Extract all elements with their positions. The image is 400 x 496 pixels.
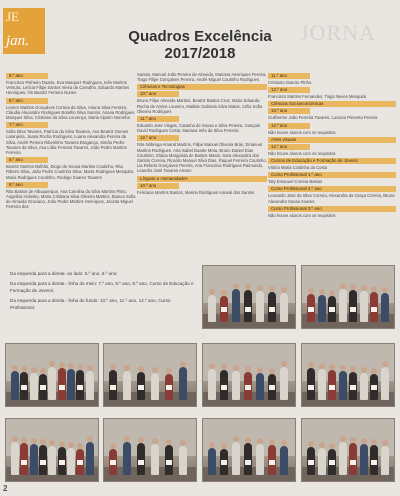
photo-person [48, 446, 56, 475]
student-names: Rita Bastos de Albuquerque, Ana Carolina da Silva Martins Pinto, Angelina Holovko, Maria Cristiana Silva Oliveira Martins, Bianca Sofia de Almeida Graciano, João Pedro Martins Henriques, Jacinta Miguel Ferreira dos [6, 188, 136, 210]
student-names: Beatriz Martins Bolhão, Diogo de Sousa Martins Coutinho, Rita Ribeiro Silva, João Pedro Coutinho Silva, Marta Rodrigues Mesquita, Maria Rodrigues Coutinho, Rodrigo Soares Tavares [6, 164, 135, 180]
caption-3: Da esquerda para a direita - linha do fundo: 10.º ano, 11.º ano, 12.º ano, Curso Profissional. [10, 298, 171, 310]
certificate [221, 385, 227, 390]
caption-2: Da esquerda para a direita - linha do meio: 7.º ano, 8.º ano, 9.º ano, Curso de Educação e Formação de Jovens; [10, 281, 194, 293]
section-tag-label: JE [6, 9, 19, 24]
title-line-1: Quadros Excelência [128, 28, 272, 45]
group-photo [202, 265, 296, 329]
certificate [245, 385, 251, 390]
student-names: Guilherme João Ferreira Tavares, Luciano Pimenta Pereira [268, 115, 378, 121]
student-names: Taty Emanuel Correia Bastos [268, 179, 323, 185]
certificate [221, 460, 227, 465]
section-heading: Cursos de Educação e Formação de Jovens [268, 158, 396, 164]
photo-person [256, 291, 264, 322]
photo-person [244, 443, 252, 475]
page-title [95, 28, 305, 62]
photo-person [318, 295, 326, 322]
month-label: jan. [6, 33, 29, 49]
photo-person [208, 448, 216, 475]
photo-person [360, 291, 368, 322]
certificate [269, 385, 275, 390]
section-heading: 11.º ano [137, 116, 179, 122]
photo-person [179, 367, 187, 400]
photo-captions [10, 270, 195, 314]
certificate [245, 307, 251, 312]
certificate [245, 460, 251, 465]
section-heading: Ciências Socioeconómicas [268, 101, 396, 107]
photo-person [232, 442, 240, 475]
certificate [269, 307, 275, 312]
student-names: Leonardo José da Silva Correia, Alexandra da Graça Correia, Bruna Alexandra Sousa Soares [268, 193, 395, 204]
photo-person [151, 444, 159, 475]
section-heading: 12.º ano [268, 144, 310, 150]
photo-person [381, 446, 389, 475]
certificate [21, 460, 27, 465]
certificate [329, 385, 335, 390]
masthead-watermark: JORNA [300, 20, 376, 45]
photo-person [339, 289, 347, 322]
section-tag [3, 8, 45, 54]
photo-person [349, 443, 357, 475]
photo-person [360, 444, 368, 475]
photo-person [381, 293, 389, 322]
photo-person [137, 443, 145, 475]
photo-person [280, 367, 288, 400]
caption-1: Da esquerda para a direita- ao lado: 5.º ano, 6.º ano; [10, 271, 118, 276]
student-names: Santos, Manuel João Pereira de Almeida, Mariana Henriques Pereira, Tiago Filipe Gonçalves Pereira, André Miguel Coutinho Rodrigues [137, 72, 267, 83]
certificate [110, 385, 116, 390]
section-heading: 7.º ano [6, 122, 48, 128]
honor-roll-column-2 [137, 72, 267, 197]
photo-person [280, 293, 288, 322]
section-heading: Ciências e Tecnologias [137, 84, 267, 90]
certificate [138, 385, 144, 390]
group-photo [301, 265, 395, 329]
honor-roll-column-1 [6, 72, 136, 212]
certificate [371, 460, 377, 465]
photo-person [48, 367, 56, 400]
photo-person [30, 373, 38, 400]
page-number: 2 [3, 484, 8, 493]
photo-person [232, 289, 240, 322]
section-heading: Curso Profissional 1.º ano [268, 172, 396, 178]
photo-person [58, 368, 66, 400]
group-photo [103, 418, 197, 482]
photo-person [20, 443, 28, 475]
section-heading: 11.º ano [268, 73, 310, 79]
section-heading: 6.º ano [6, 98, 48, 104]
certificate [166, 385, 172, 390]
photo-person [318, 369, 326, 400]
certificate [138, 460, 144, 465]
photo-person [123, 371, 131, 400]
group-photo [202, 343, 296, 407]
photo-person [30, 444, 38, 475]
certificate [166, 460, 172, 465]
certificate [59, 460, 65, 465]
certificate [308, 385, 314, 390]
photo-person [339, 442, 347, 475]
student-names: Não houve alunos com os requisitos [268, 129, 336, 135]
student-names: Vitória Maria Costinha da Costa [268, 165, 328, 171]
section-heading: Curso Profissional 2.º ano [268, 186, 396, 192]
student-names: Eduardo José Viegas, Catarina de Sousa e Silva Pereira, Gonçalo David Rodrigues Costa, Mariana Inês da Silva Ferreira [137, 123, 261, 134]
certificate [371, 385, 377, 390]
photo-person [151, 373, 159, 400]
section-heading: 12.º ano [137, 135, 179, 141]
student-names: Francisco Pinheiro Duarte, Eva Marquez Rodrigues, Inês Martins Ventura, Letícia Filipe Santos Vieira de Carvalho, Eduardo Martins Henriques, Íris Beatriz Ferreira Nunes [6, 80, 130, 96]
group-photo [301, 343, 395, 407]
group-photo [202, 418, 296, 482]
section-heading: 10.º ano [268, 108, 310, 114]
section-heading: 8.º ano [6, 157, 48, 163]
photo-person [318, 448, 326, 475]
student-names: Cristiano Outeiro Pinho [268, 80, 312, 85]
certificate [329, 460, 335, 465]
student-names: Não houve alunos com os requisitos [268, 150, 336, 156]
photo-person [256, 444, 264, 475]
certificate [40, 460, 46, 465]
certificate [350, 307, 356, 312]
photo-person [208, 295, 216, 322]
section-heading: Línguas e Humanidades [137, 176, 267, 182]
photo-person [123, 442, 131, 475]
student-names: Sofia Silva Tavares, Patrícia da Silva Tavares, Ana Beatriz Gomes Laranjeira, Joana Rocha Rodrigues, Luana Alexandra Pereira da Silva, André Pereira Ribeirinho Tavares Bragança, Simão Pedro Tavares da Silva, Ana Lídia Ferreira Tavares, João Pedro Martins Ferreira [6, 129, 129, 156]
group-photo [301, 418, 395, 482]
photo-person [244, 290, 252, 322]
certificate [77, 460, 83, 465]
section-heading: Artes visuais [268, 137, 396, 143]
certificate [308, 460, 314, 465]
section-heading: Curso Profissional 3.º ano [268, 206, 396, 212]
group-photo [5, 418, 99, 482]
photo-person [349, 290, 357, 322]
photo-person [256, 373, 264, 400]
photo-person [67, 448, 75, 475]
certificate [269, 460, 275, 465]
certificate [350, 385, 356, 390]
photo-person [280, 446, 288, 475]
title-line-2: 2017/2018 [164, 45, 236, 62]
student-names: Não houve alunos com os requisitos [268, 212, 336, 218]
photo-person [11, 442, 19, 475]
photo-person [11, 371, 19, 400]
certificate [350, 460, 356, 465]
certificate [77, 385, 83, 390]
photo-person [86, 371, 94, 400]
honor-roll-column-3 [268, 72, 396, 220]
section-heading: 12.º ano [268, 123, 310, 129]
student-names: Bruno Filipe Almeida Martins, Beatriz Bastos Cruz, Maria Eduarda Rocha de Arvins Loureiro, Matilde Gabriela Silva Matos, Célia Sofia Oliveira Rodrigues [137, 98, 263, 114]
photo-person [179, 446, 187, 475]
photo-person [307, 368, 315, 400]
student-names: Francisco Martins Fernandes, Tiago Neves Mesquita [268, 94, 366, 100]
certificate [21, 385, 27, 390]
photo-person [208, 369, 216, 400]
section-heading: 10.º ano [137, 91, 179, 97]
certificate [329, 307, 335, 312]
student-names: Rita Nóbrega Amaral Martins, Filipe Manuel Oliveira Brás, Emanuel Martins Rodrigues, Ana Isabel Duarte Mota, Bruno Daniel Dias Coutinho, Eliana Margarida de Bastos Matos, Sara Alexandra dos Santos Correia, Ricardo Manuel Silva Dias, Raquel Ferreira Coutinho, Lia Rebelo Gonçalves Pereira, Ana Francisca Rodrigues Raimundo, Leandro José Tavares Amaro [137, 142, 267, 174]
section-heading: 9.º ano [6, 182, 48, 188]
certificate [110, 460, 116, 465]
photo-person [381, 367, 389, 400]
photo-person [339, 371, 347, 400]
certificate [221, 307, 227, 312]
photo-person [232, 371, 240, 400]
group-photo [103, 343, 197, 407]
section-heading: 5.º ano [6, 73, 48, 79]
certificate [308, 307, 314, 312]
section-heading: 10.º ano [137, 183, 179, 189]
certificate [40, 385, 46, 390]
section-heading: 12.º ano [268, 87, 310, 93]
certificate [59, 385, 65, 390]
photo-person [67, 369, 75, 400]
certificate [371, 307, 377, 312]
student-names: Leonor Martins Gonçalves Correia da Silva, Ariana Silva Ferreira, Cláudia Alexandre Rodrigues Botelho Silva Santos, Ariana Rodrigues Marques Silva, Cristiano da Silva Lourenço, Maria Alpoim Noronha [6, 104, 135, 121]
group-photo [5, 343, 99, 407]
photo-person [86, 442, 94, 475]
student-names: Feliciana Martins Bastos, Marina Rodrigues Amaral dos Santos [137, 189, 255, 195]
photo-person [360, 373, 368, 400]
